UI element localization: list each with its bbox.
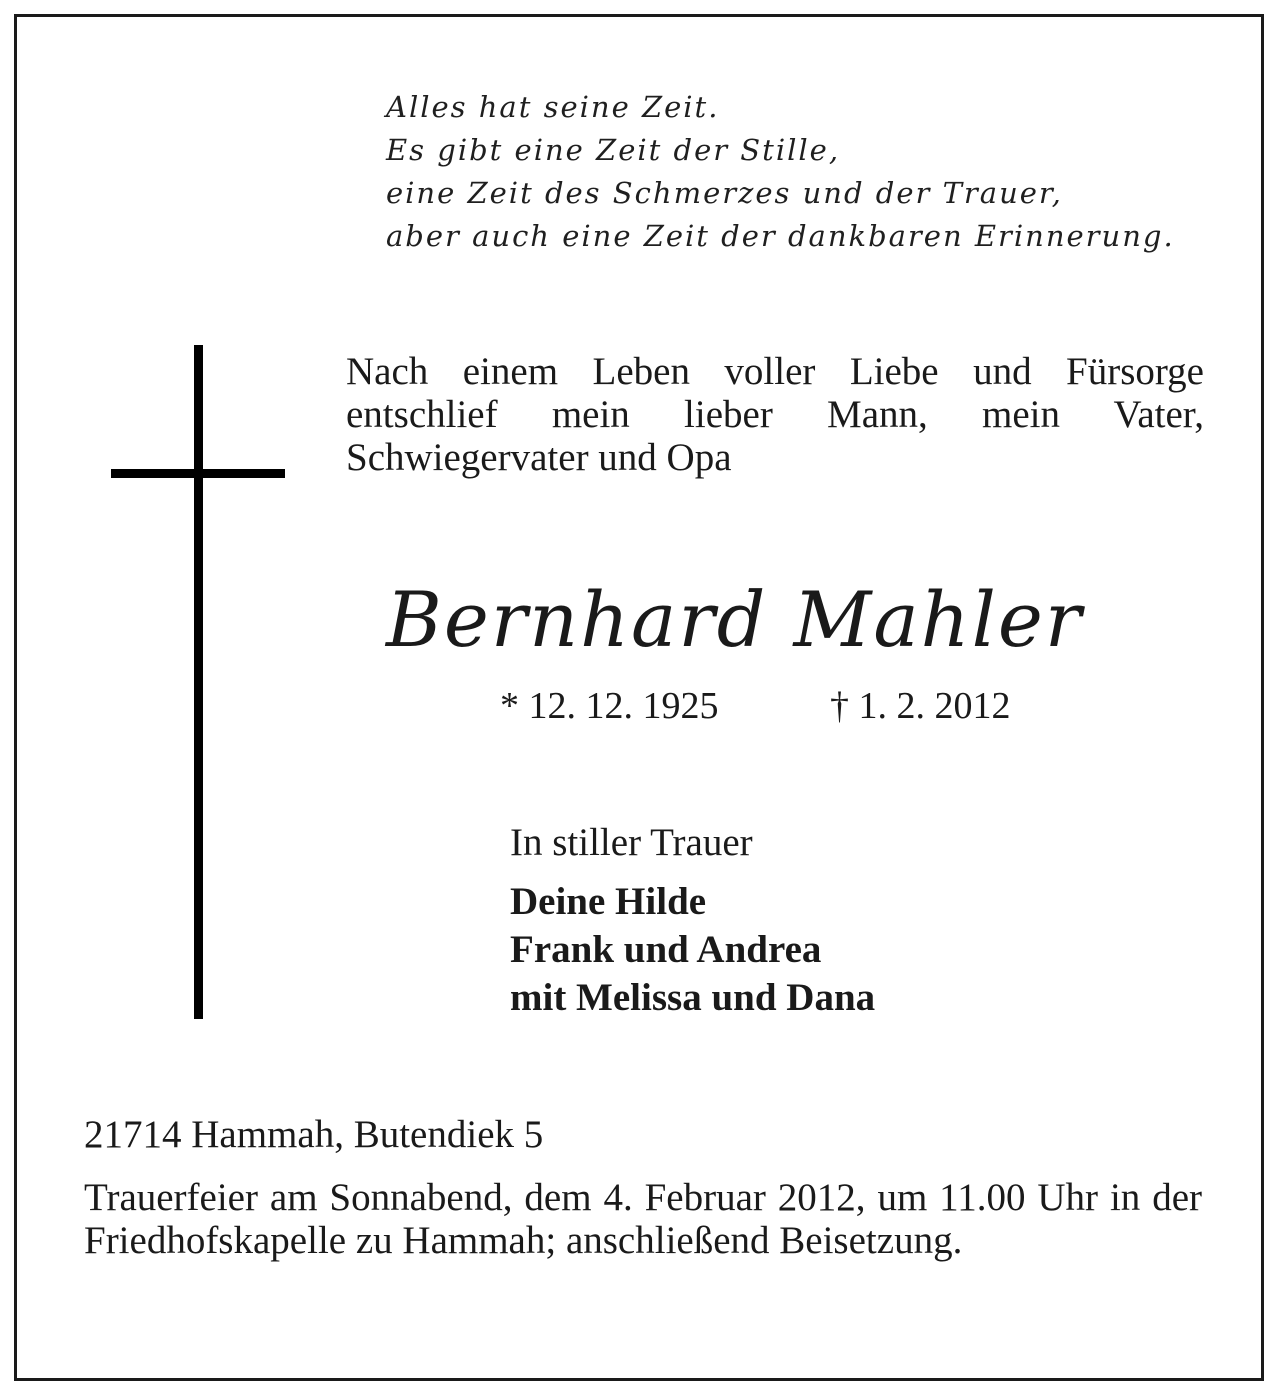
- motto-line: Alles hat seine Zeit.: [386, 90, 720, 124]
- intro-text: Nach einem Leben voller Liebe und Fürsorge entschlief mein lieber Mann, mein Vater, Schwiegervater und Opa: [346, 350, 1204, 479]
- funeral-service-info: Trauerfeier am Sonnabend, dem 4. Februar 2012, um 11.00 Uhr in der Friedhofskapelle zu Hammah; anschließend Beisetzung.: [84, 1176, 1202, 1262]
- cross-horizontal-bar: [111, 469, 285, 478]
- mourners-list: [510, 878, 875, 1022]
- motto-line: eine Zeit des Schmerzes und der Trauer,: [386, 176, 1063, 210]
- motto-verse: [386, 86, 1236, 258]
- mourner-name: mit Melissa und Dana: [510, 976, 876, 1019]
- cross-vertical-bar: [194, 345, 203, 1019]
- deceased-name: Bernhard Mahler: [386, 575, 1084, 664]
- death-date: † 1. 2. 2012: [830, 685, 1011, 727]
- birth-date: * 12. 12. 1925: [500, 685, 719, 727]
- mourning-label: In stiller Trauer: [510, 821, 753, 864]
- motto-line: Es gibt eine Zeit der Stille,: [386, 133, 841, 167]
- family-address: 21714 Hammah, Butendiek 5: [84, 1113, 544, 1156]
- mourner-name: Deine Hilde: [510, 880, 707, 923]
- motto-line: aber auch eine Zeit der dankbaren Erinnerung.: [386, 219, 1175, 253]
- mourner-name: Frank und Andrea: [510, 928, 822, 971]
